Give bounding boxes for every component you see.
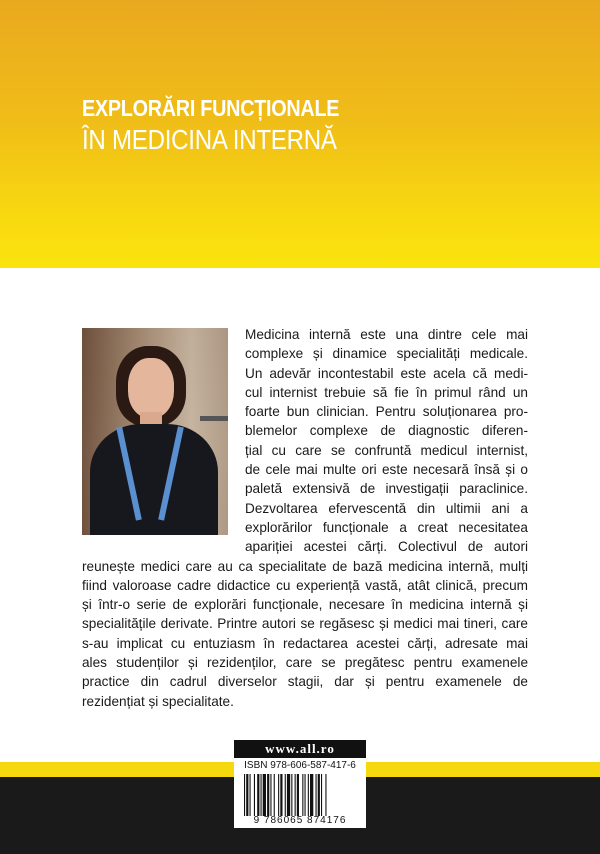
description-line: s-au implicat cu entuziasm în redactarea acestei cărți, adresate mai bbox=[82, 635, 528, 651]
description-line: și într-o serie de explorări funcționale, necesare în medicina internă și bbox=[82, 597, 528, 613]
description-line: ales studenților și rezidenților, care se pregătesc pentru examenele bbox=[82, 655, 528, 671]
description-line: Medicina internă este una dintre cele mai bbox=[245, 327, 528, 342]
description-line: rezidențiat și specialitate. bbox=[82, 693, 234, 709]
description-line: Dezvoltarea efervescentă din ultimii ani a bbox=[245, 500, 528, 516]
description-line: practice din cadrul diverselor stagii, dar și pentru examenele de bbox=[82, 674, 528, 690]
description-line: foarte bun clinician. Pentru soluționarea pro- bbox=[245, 404, 528, 420]
description-line: paletă extensivă de investigații paraclinice. bbox=[245, 481, 528, 497]
description-line: complexe și dinamice specialități medicale. bbox=[245, 346, 528, 362]
description-line: reunește medici care au ca specialitate de bază medicina internă, mulți bbox=[82, 558, 528, 574]
publisher-website: www.all.ro bbox=[234, 740, 366, 758]
description-line: specialitățile derivate. Printre autori se regăsesc și medici mai tineri, care bbox=[82, 616, 528, 632]
description-line: țial cu care se confruntă medicul internist, bbox=[245, 442, 528, 458]
book-title-line1: EXPLORĂRI FUNCȚIONALE bbox=[82, 95, 340, 121]
description-line: apariției acestei cărți. Colectivul de autori bbox=[245, 539, 528, 555]
description-line: explorărilor funcționale a creat necesitatea bbox=[245, 519, 528, 535]
book-title-line2: ÎN MEDICINA INTERNĂ bbox=[82, 124, 337, 155]
cover-header bbox=[0, 0, 600, 268]
description-line: de cele mai multe ori este necesară însă și o bbox=[245, 462, 528, 478]
isbn-label: ISBN 978-606-587-417-6 bbox=[244, 760, 356, 771]
description-line: fiind valoroase cadre didactice cu experiență vastă, atât clinică, precum bbox=[82, 577, 528, 593]
barcode-icon bbox=[244, 774, 358, 816]
book-description bbox=[82, 325, 528, 711]
barcode-digits: 9 786065 874176 bbox=[253, 815, 347, 826]
barcode-panel bbox=[234, 740, 366, 828]
description-line: Un adevăr incontestabil este acela că medi- bbox=[245, 365, 528, 381]
description-line: cul internist trebuie să fie în primul rând un bbox=[245, 384, 528, 400]
description-line: blemelor complexe de diagnostic diferen- bbox=[245, 423, 528, 439]
